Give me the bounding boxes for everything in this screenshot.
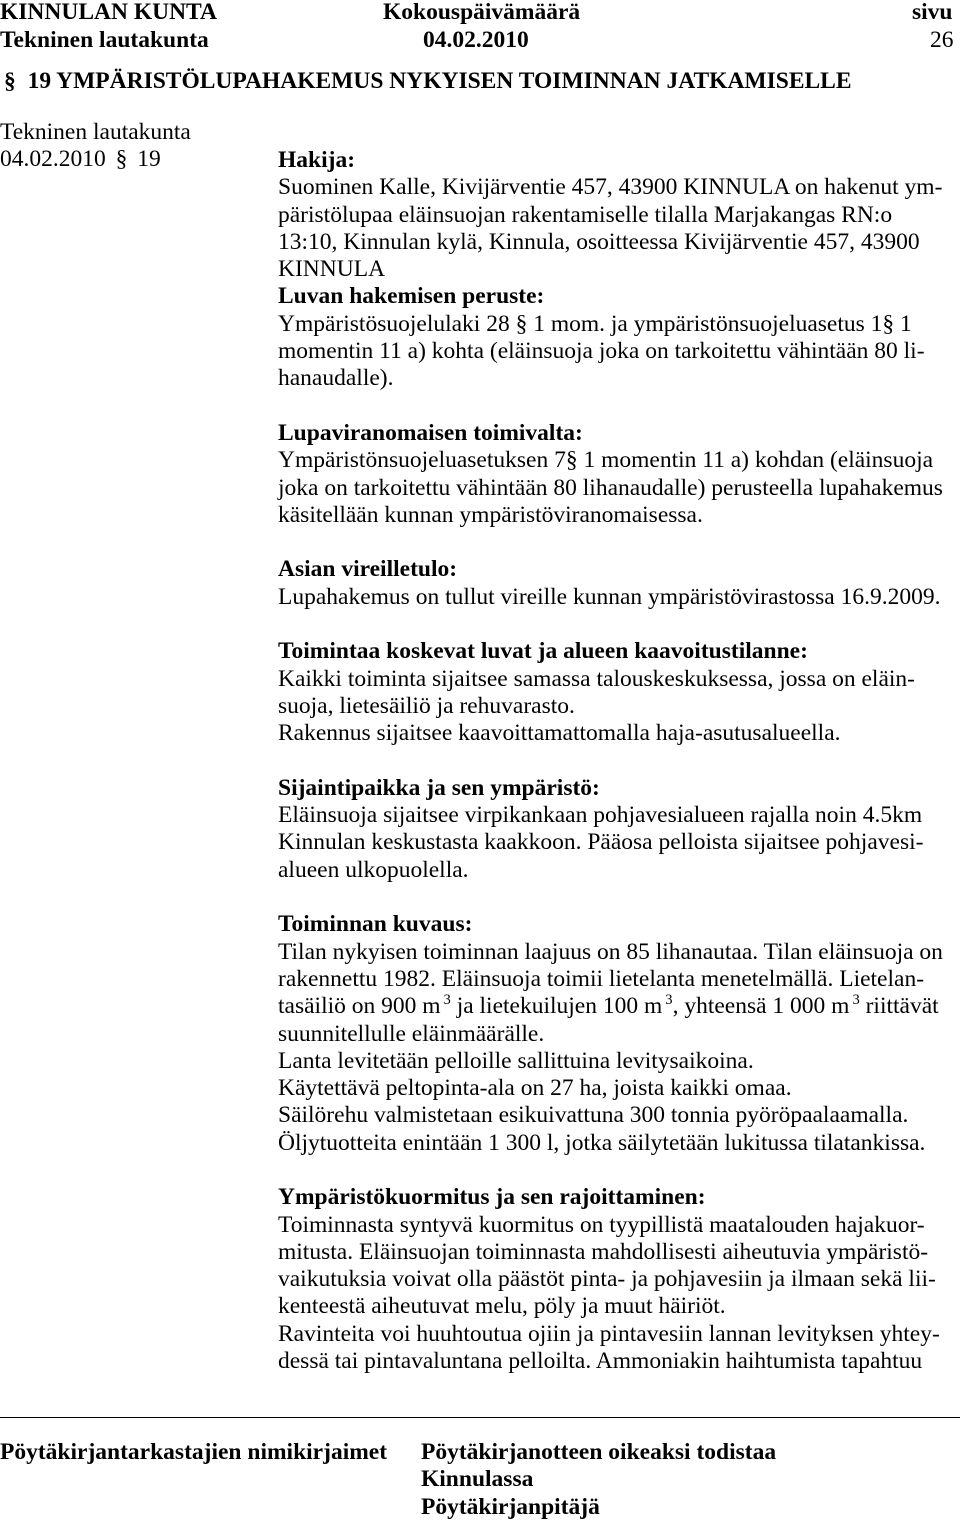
text-segment: , yhteensä 1 000 m xyxy=(672,993,850,1020)
section-line: Ravinteita voi huuhtoutua ojiin ja pintavesiin lannan levityksen yhtey- xyxy=(278,1320,940,1347)
section-heading: Lupaviranomaisen toimivalta: xyxy=(278,419,583,446)
minutes-secretary-label: Pöytäkirjanpitäjä xyxy=(421,1493,600,1520)
section-line: suunnitellulle eläinmäärälle. xyxy=(278,1020,545,1047)
section-heading: Hakija: xyxy=(278,147,356,173)
section-permit-basis xyxy=(278,283,960,392)
section-heading: Toimintaa koskevat luvat ja alueen kaavoitustilanne: xyxy=(278,638,808,665)
section-line: dessä tai pintavaluntana pelloilta. Ammoniakin haihtumista tapahtuu xyxy=(278,1348,923,1375)
text-segment: tasäiliö on 900 m xyxy=(278,993,441,1020)
section-line: Lupahakemus on tullut vireille kunnan ympäristövirastossa 16.9.2009. xyxy=(278,583,941,610)
certification-block xyxy=(421,1439,776,1521)
section-line: Rakennus sijaitsee kaavoittamattomalla haja-asutusalueella. xyxy=(278,720,841,747)
page-label: sivu xyxy=(912,0,953,25)
section-line: käsitellään kunnan ympäristöviranomaisessa. xyxy=(278,501,703,528)
section-title xyxy=(4,68,852,95)
paragraph-mark: § xyxy=(4,68,16,94)
text-segment: ja lietekuilujen 100 m xyxy=(450,993,663,1020)
section-line: Suominen Kalle, Kivijärventie 457, 43900 KINNULA on hakenut ym- xyxy=(278,174,943,201)
section-line: Öljytuotteita enintään 1 300 l, jotka säilytetään lukitussa tilatankissa. xyxy=(278,1129,926,1156)
side-reference xyxy=(0,119,191,174)
section-line: Käytettävä peltopinta-ala on 27 ha, joista kaikki omaa. xyxy=(278,1075,792,1102)
section-line: Kinnulan keskustasta kaakkoon. Pääosa pelloista sijaitsee pohjavesi- xyxy=(278,829,924,856)
certification-place: Kinnulassa xyxy=(421,1466,534,1493)
section-authority-competence xyxy=(278,420,960,529)
section-line: KINNULA xyxy=(278,256,386,283)
section-operations-description xyxy=(278,911,960,1157)
side-date-paragraph: 04.02.2010 § 19 xyxy=(0,146,161,173)
section-title-text: 19 YMPÄRISTÖLUPAHAKEMUS NYKYISEN TOIMINNAN JATKAMISELLE xyxy=(27,68,852,94)
section-line: joka on tarkoitettu vähintään 80 lihanaudalle) perusteella lupahakemus xyxy=(278,474,943,501)
municipality-name: KINNULAN KUNTA xyxy=(0,0,217,25)
section-line: Kaikki toiminta sijaitsee samassa talouskeskuksessa, jossa on eläin- xyxy=(278,665,915,692)
section-heading: Asian vireilletulo: xyxy=(278,556,458,583)
section-line: suoja, lietesäiliö ja rehuvarasto. xyxy=(278,692,575,719)
section-heading: Luvan hakemisen peruste: xyxy=(278,283,545,310)
section-line: Tilan nykyisen toiminnan laajuus on 85 lihanautaa. Tilan eläinsuoja on xyxy=(278,938,943,965)
section-line: Eläinsuoja sijaitsee virpikankaan pohjavesialueen rajalla noin 4.5km xyxy=(278,802,923,829)
section-line: hanaudalle). xyxy=(278,365,394,392)
superscript: 3 xyxy=(852,992,860,1009)
superscript: 3 xyxy=(443,992,451,1009)
section-line: alueen ulkopuolella. xyxy=(278,856,469,883)
section-line: Ympäristönsuojeluasetuksen 7§ 1 momentin 11 a) kohdan (eläinsuoja xyxy=(278,447,934,474)
section-line: vaikutuksia voivat olla päästöt pinta- ja pohjavesiin ja ilmaan sekä lii- xyxy=(278,1266,936,1293)
side-committee: Tekninen lautakunta xyxy=(0,119,191,145)
section-environmental-load xyxy=(278,1184,960,1375)
section-line: Lanta levitetään pelloille sallittuina levitysaikoina. xyxy=(278,1047,754,1074)
section-line: Säilörehu valmistetaan esikuivattuna 300 tonnia pyöröpaalaamalla. xyxy=(278,1102,909,1129)
section-initiation xyxy=(278,556,960,611)
section-line: mitusta. Eläinsuojan toiminnasta mahdollisesti aiheutuvia ympäristö- xyxy=(278,1238,929,1265)
section-permits-zoning xyxy=(278,638,960,747)
meeting-date-label: Kokouspäivämäärä xyxy=(383,0,581,25)
minutes-body xyxy=(278,147,960,1375)
section-line: 13:10, Kinnulan kylä, Kinnula, osoitteessa Kivijärventie 457, 43900 xyxy=(278,228,920,255)
section-heading: Sijaintipaikka ja sen ympäristö: xyxy=(278,774,600,801)
section-location xyxy=(278,775,960,884)
superscript: 3 xyxy=(665,992,673,1009)
footer-divider xyxy=(0,1417,960,1418)
section-line: Toiminnasta syntyvä kuormitus on tyypillistä maatalouden hajakuor- xyxy=(278,1211,925,1238)
certification-label: Pöytäkirjanotteen oikeaksi todistaa xyxy=(421,1439,777,1465)
section-heading: Ympäristökuormitus ja sen rajoittaminen: xyxy=(278,1184,706,1211)
section-line: kenteestä aiheutuvat melu, pöly ja muut häiriöt. xyxy=(278,1293,726,1320)
committee-name: Tekninen lautakunta xyxy=(0,27,209,53)
section-line xyxy=(278,993,960,1020)
section-applicant xyxy=(278,147,960,283)
section-line: Ympäristösuojelulaki 28 § 1 mom. ja ympäristönsuojeluasetus 1§ 1 xyxy=(278,310,912,337)
page-number: 26 xyxy=(930,27,954,53)
section-line: momentin 11 a) kohta (eläinsuoja joka on tarkoitettu vähintään 80 li- xyxy=(278,338,925,365)
section-line: rakennettu 1982. Eläinsuoja toimii lietelanta menetelmällä. Lietelan- xyxy=(278,965,925,992)
text-segment: riittävät xyxy=(859,993,939,1020)
section-line: päristölupaa eläinsuojan rakentamiselle tilalla Marjakangas RN:o xyxy=(278,201,893,228)
meeting-date: 04.02.2010 xyxy=(423,27,529,53)
reviewer-initials-label: Pöytäkirjantarkastajien nimikirjaimet xyxy=(0,1439,388,1465)
section-heading: Toiminnan kuvaus: xyxy=(278,911,473,938)
